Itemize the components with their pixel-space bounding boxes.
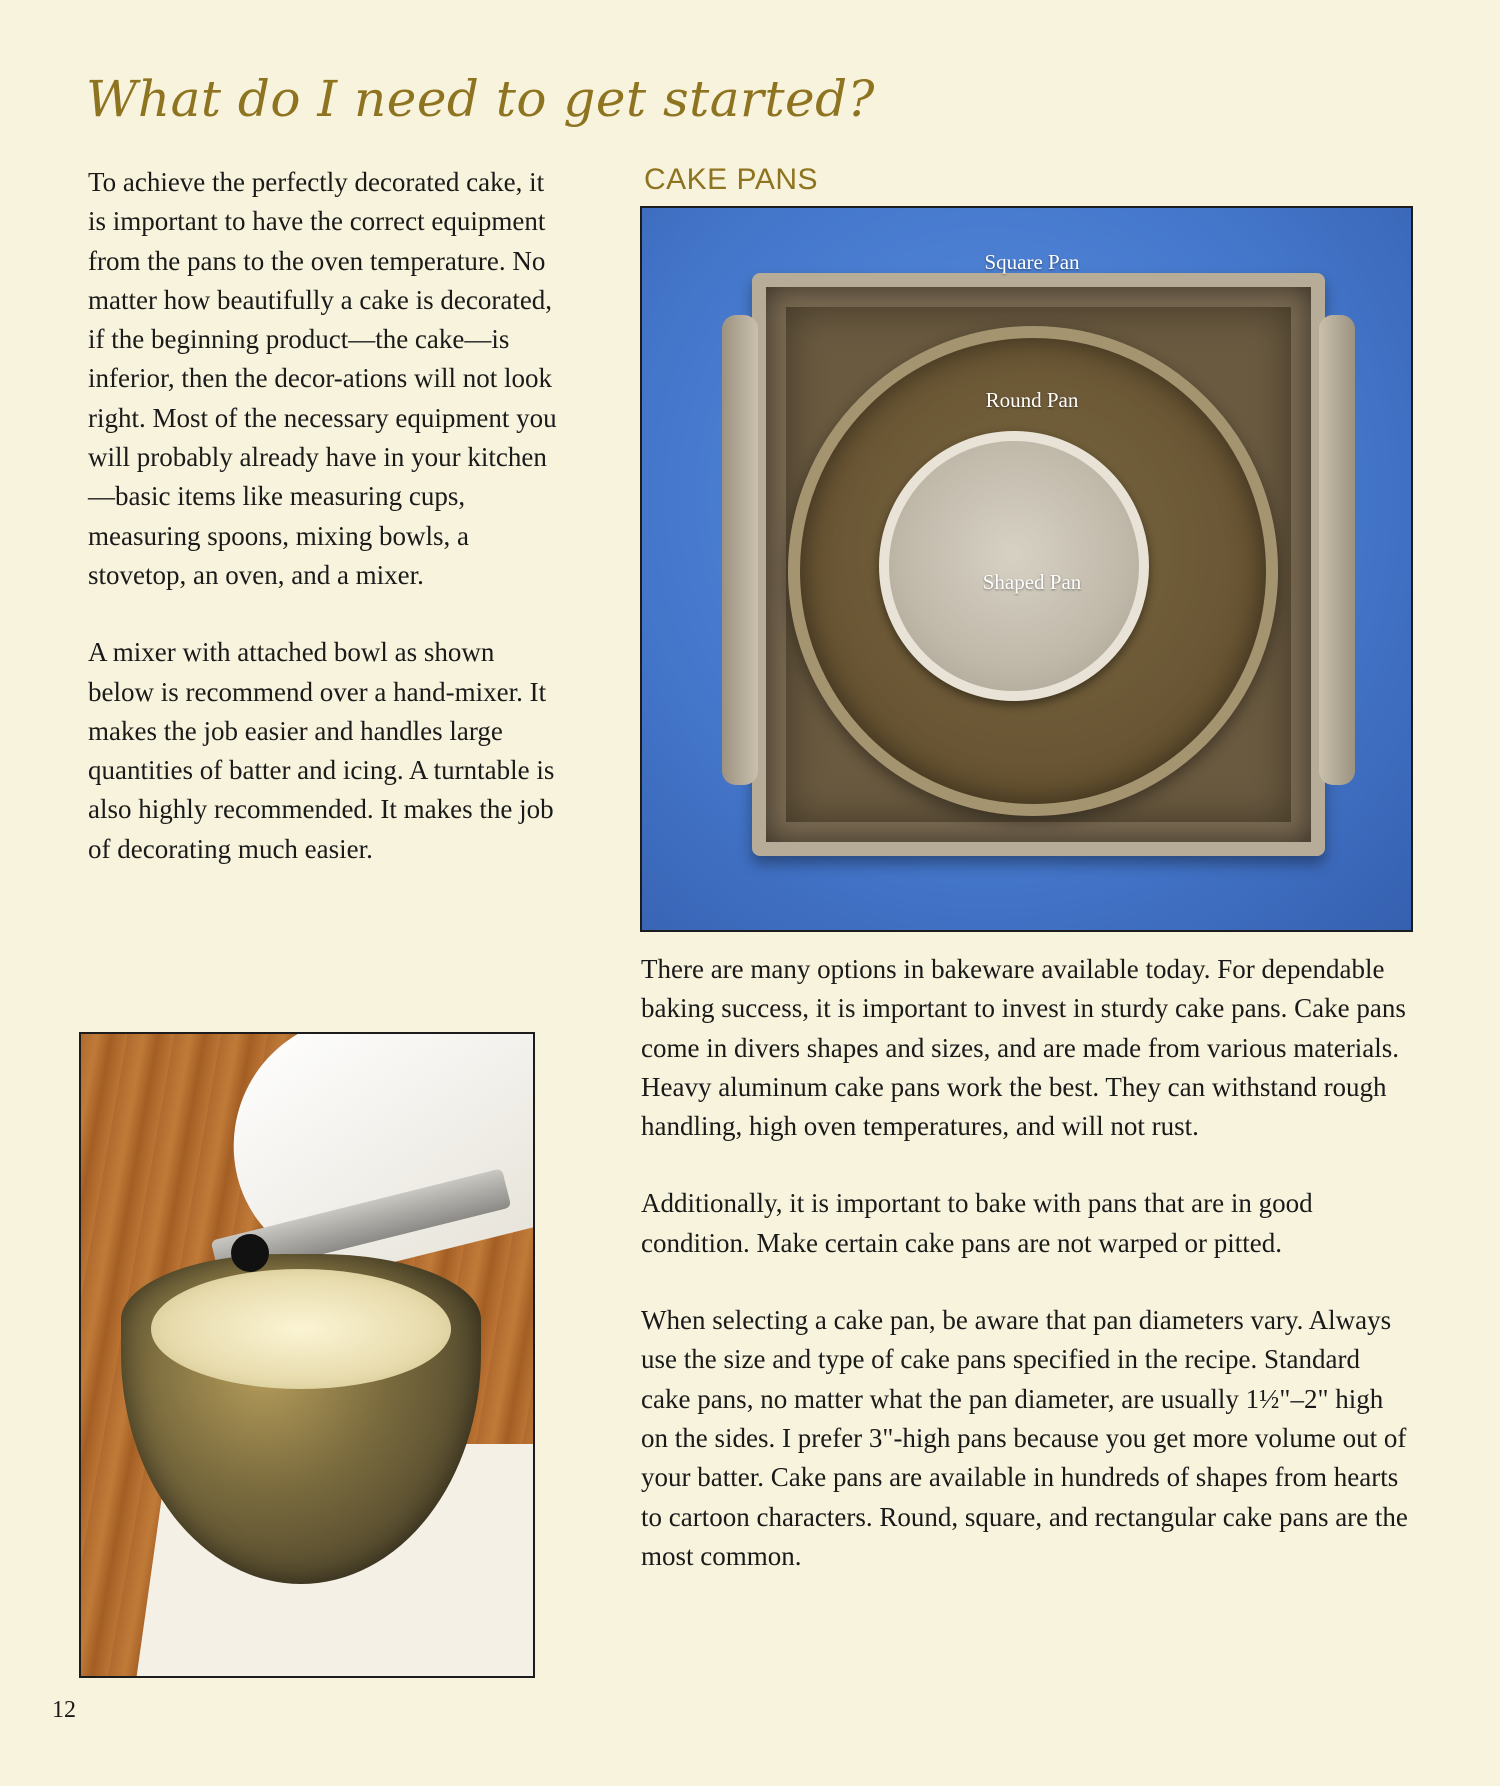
page-number: 12 bbox=[52, 1697, 76, 1723]
square-pan-label: Square Pan bbox=[984, 250, 1080, 274]
cake-pans-heading: CAKE PANS bbox=[644, 163, 818, 196]
round-pan-label: Round Pan bbox=[985, 388, 1079, 412]
condition-paragraph: Additionally, it is important to bake with pans that are in good condition. Make certain cake pans are not warped or pitted. bbox=[641, 1188, 1313, 1258]
shaped-pan-label: Shaped Pan bbox=[982, 570, 1082, 594]
cake-pans-photo bbox=[640, 206, 1413, 932]
stand-mixer-photo bbox=[79, 1032, 535, 1678]
bakeware-paragraph: There are many options in bakeware available today. For dependable baking success, it is important to invest in sturdy cake pans. Cake pans come in divers shapes and sizes, and are made from various materials. Heavy aluminum cake pans work the best. They can withstand rough handling, high oven temperatures, and will not rust. bbox=[641, 954, 1406, 1142]
mixer-paragraph: A mixer with attached bowl as shown below is recommend over a hand-mixer. It makes the job easier and handles large quantities of batter and icing. A turntable is also highly recommended. It makes the job of decorating much easier. bbox=[88, 637, 555, 864]
shaped-pan-illustration bbox=[879, 431, 1149, 701]
pan-size-paragraph: When selecting a cake pan, be aware that pan diameters vary. Always use the size and type of cake pans specified in the recipe. Standard cake pans, no matter what the pan diameter, are usually 1½"–2" high on the sides. I prefer 3"-high pans because you get more volume out of your batter. Cake pans are available in hundreds of shapes from hearts to cartoon characters. Round, square, and rectangular cake pans are the most common. bbox=[641, 1305, 1408, 1571]
left-column bbox=[88, 163, 558, 907]
right-column bbox=[641, 950, 1411, 1614]
page-title: What do I need to get started? bbox=[86, 70, 875, 128]
intro-paragraph: To achieve the perfectly decorated cake, it is important to have the correct equipment from the pans to the oven temperature. No matter how beautifully a cake is decorated, if the beginning product—the cake—is inferior, then the decor-ations will not look right. Most of the necessary equipment you will probably already have in your kitchen—basic items like measuring cups, measuring spoons, mixing bowls, a stovetop, an oven, and a mixer. bbox=[88, 167, 557, 590]
